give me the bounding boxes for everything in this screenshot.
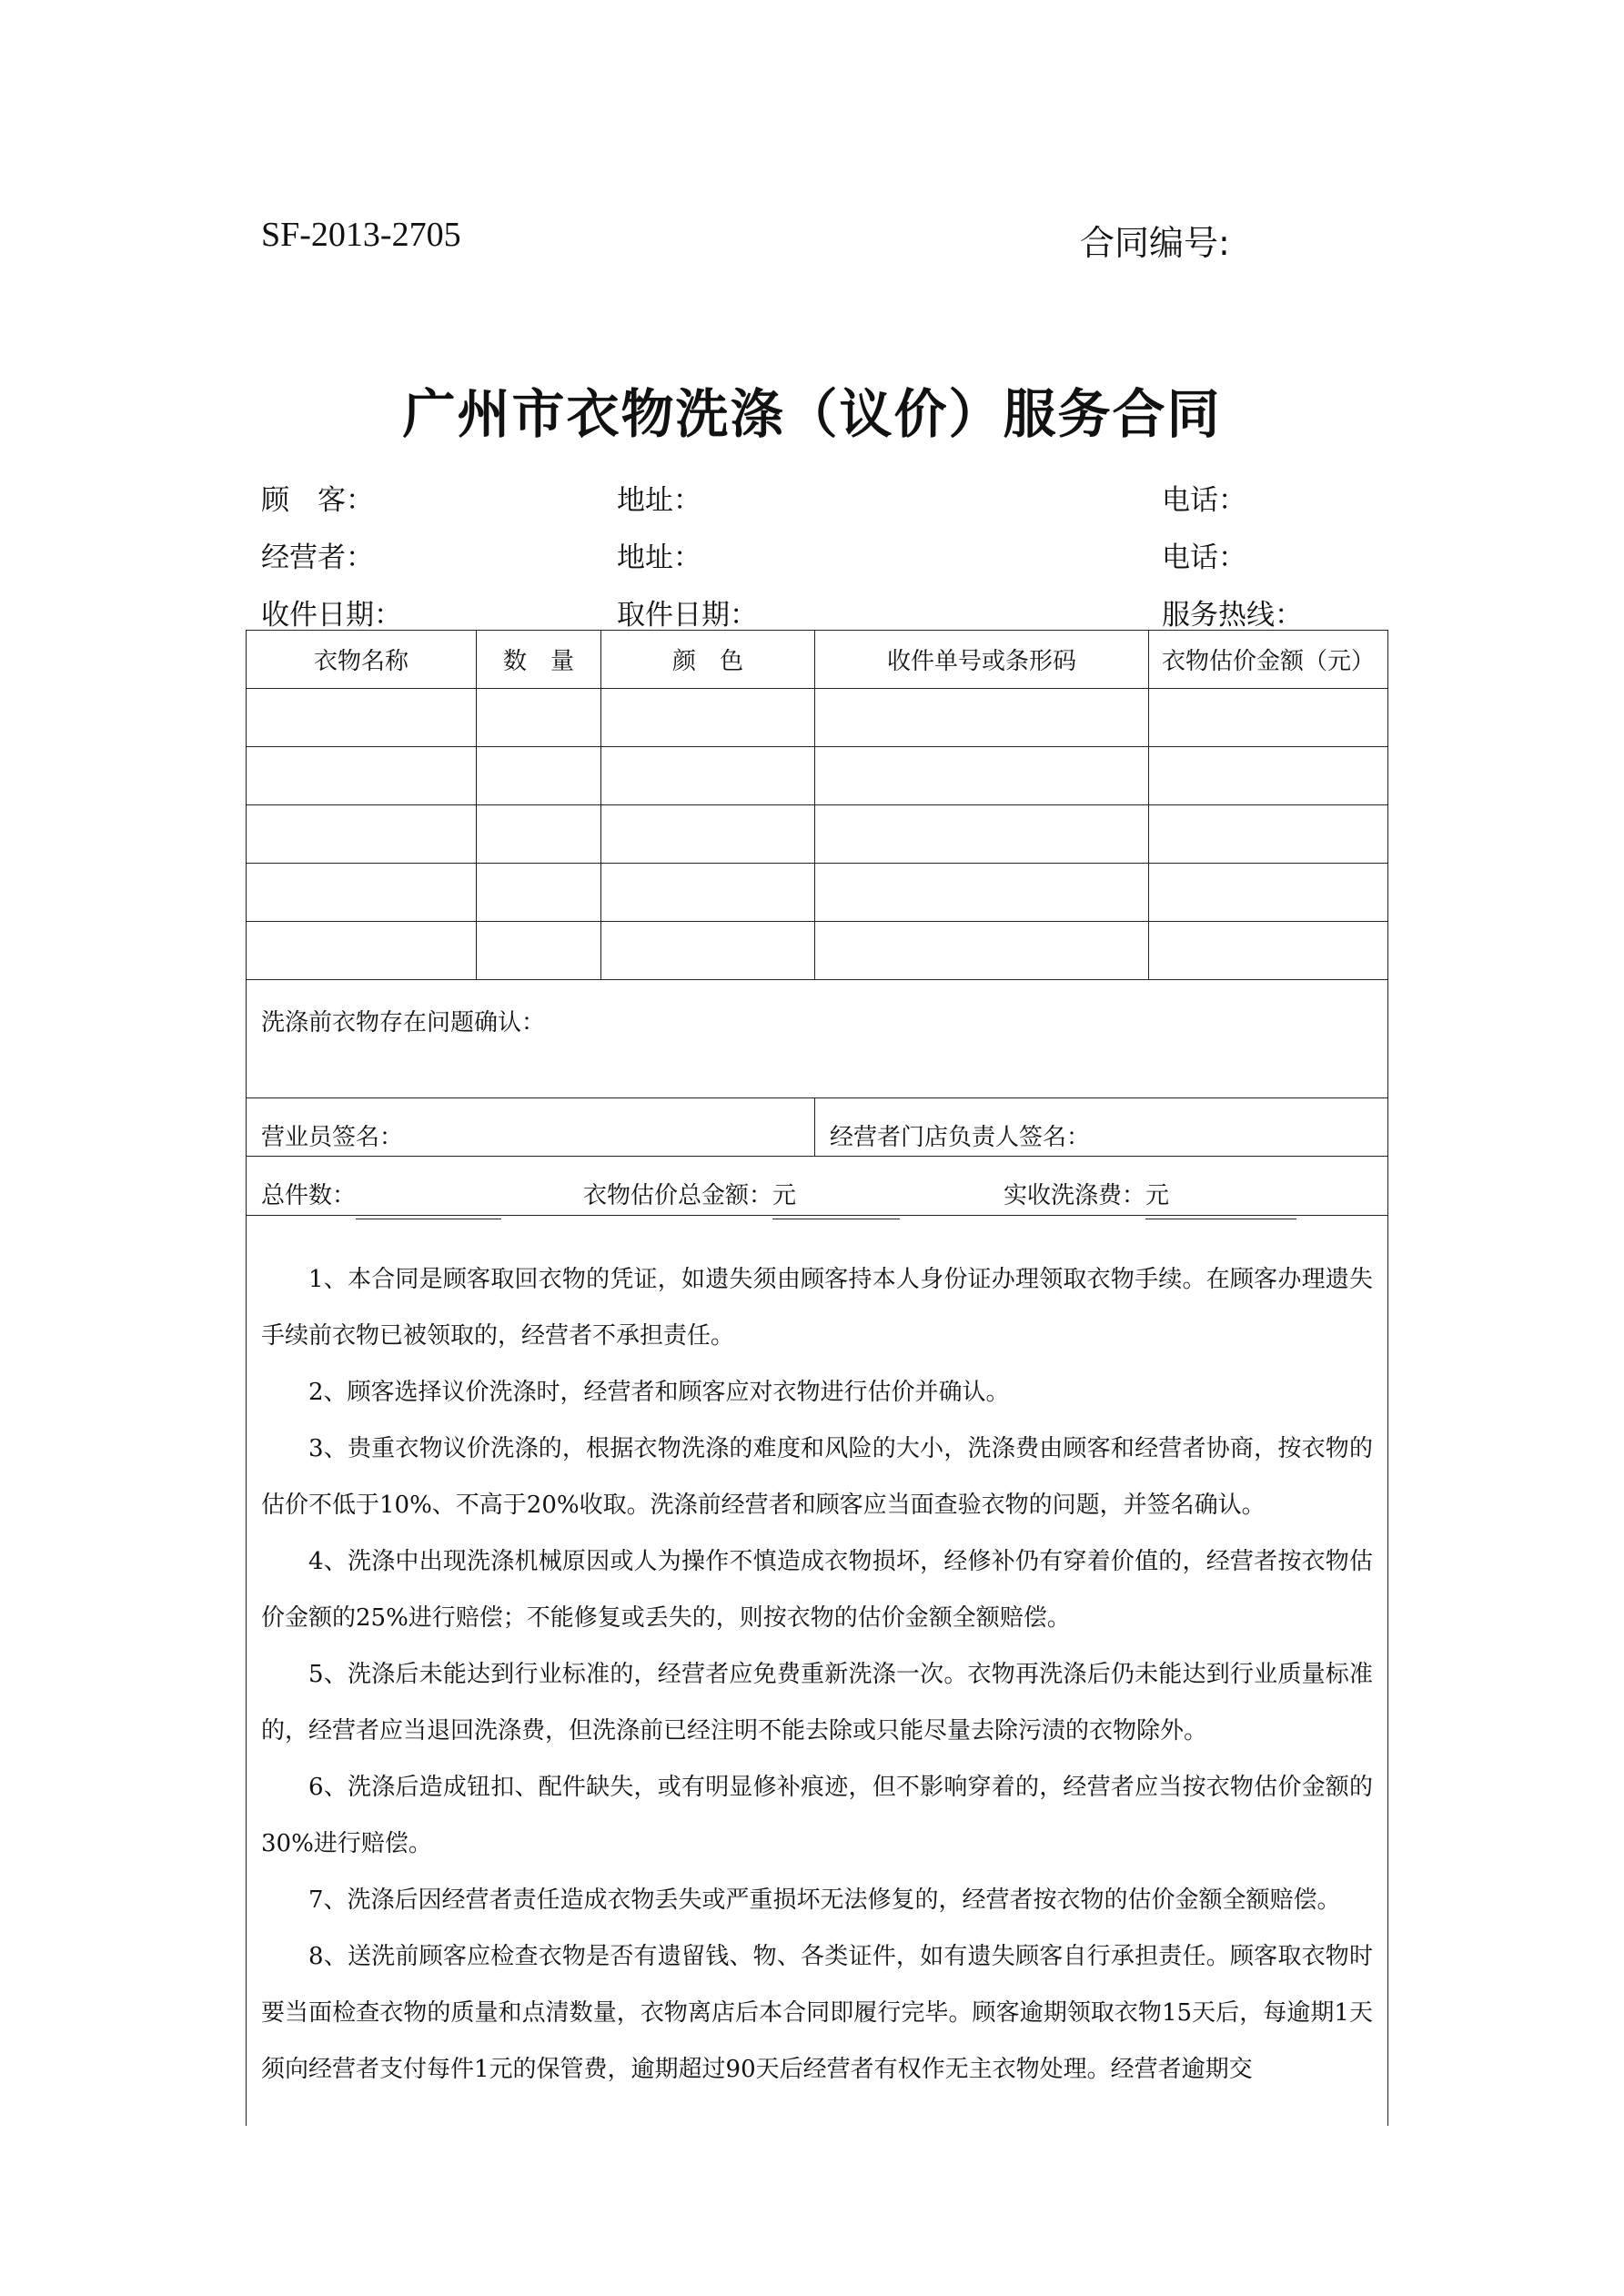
table-row [247,805,1388,864]
operator-label: 经营者： [261,541,374,574]
column-header: 衣物名称 [247,631,477,689]
issues-row [247,980,1388,1098]
clerk-sign-label: 营业员签名： [261,1124,404,1151]
table-cell[interactable] [601,689,815,747]
term-paragraph: 4、洗涤中出现洗涤机械原因或人为操作不慎造成衣物损坏，经修补仍有穿着价值的，经营者按衣物估价金额的25%进行赔偿；不能修复或丢失的，则按衣物的估价金额全额赔偿。 [261,1548,1373,1632]
operator-address-label: 地址： [617,541,701,574]
total-value-label: 衣物估价总金额： [583,1182,773,1209]
term-paragraph: 6、洗涤后造成钮扣、配件缺失，或有明显修补痕迹，但不影响穿着的，经营者应当按衣物估价金额的30%进行赔偿。 [261,1774,1373,1857]
issues-field[interactable] [247,980,1388,1098]
contract-number-label: 合同编号: [1080,223,1230,263]
table-cell[interactable] [601,922,815,980]
table-header-row [247,631,1388,689]
actual-fee-blank[interactable] [1145,1197,1296,1219]
table-cell[interactable] [815,805,1149,864]
actual-fee-label: 实收洗涤费： [1004,1182,1146,1209]
clothing-table [246,630,1388,2126]
table-cell[interactable] [1149,689,1388,747]
table-cell[interactable] [815,747,1149,805]
clerk-signature-field[interactable] [247,1098,815,1157]
table-cell[interactable] [601,864,815,922]
hotline-label: 服务热线： [1162,599,1303,632]
document-code: SF-2013-2705 [261,216,461,254]
table-cell[interactable] [477,805,601,864]
column-header: 衣物估价金额（元） [1149,631,1388,689]
table-cell[interactable] [247,922,477,980]
total-value-blank[interactable] [772,1197,900,1219]
table-row [247,689,1388,747]
table-cell[interactable] [477,747,601,805]
total-value-unit: 元 [772,1182,797,1209]
term-paragraph: 5、洗涤后未能达到行业标准的，经营者应免费重新洗涤一次。衣物再洗涤后仍未能达到行业质量标准的，经营者应当退回洗涤费，但洗涤前已经注明不能去除或只能尽量去除污渍的衣物除外。 [261,1661,1373,1745]
term-paragraph: 8、送洗前顾客应检查衣物是否有遗留钱、物、各类证件，如有遗失顾客自行承担责任。顾客取衣物时要当面检查衣物的质量和点清数量，衣物离店后本合同即履行完毕。顾客逾期领取衣物15天后，每逾期1天须向经营者支付每件1元的保管费，逾期超过90天后经营者有权作无主衣物处理。经营者逾期交 [261,1943,1373,2083]
manager-sign-label: 经营者门店负责人签名： [830,1124,1091,1151]
table-cell[interactable] [477,689,601,747]
table-cell[interactable] [815,864,1149,922]
table-cell[interactable] [247,747,477,805]
term-paragraph: 2、顾客选择议价洗涤时，经营者和顾客应对衣物进行估价并确认。 [308,1379,1010,1406]
column-header: 数 量 [477,631,601,689]
receive-date-label: 收件日期： [261,599,402,632]
signature-row [247,1098,1388,1157]
table-cell[interactable] [477,864,601,922]
table-cell[interactable] [601,747,815,805]
column-header: 收件单号或条形码 [815,631,1149,689]
table-row [247,922,1388,980]
table-cell[interactable] [247,864,477,922]
table-row [247,747,1388,805]
operator-phone-label: 电话： [1162,541,1246,574]
actual-fee-unit: 元 [1145,1182,1170,1209]
table-cell[interactable] [1149,922,1388,980]
manager-signature-field[interactable] [815,1098,1388,1157]
customer-phone-label: 电话： [1162,484,1246,517]
table-cell[interactable] [477,922,601,980]
table-row [247,864,1388,922]
customer-label: 顾 客： [261,484,374,517]
page-title: 广州市衣物洗涤（议价）服务合同 [402,383,1222,445]
table-cell[interactable] [1149,864,1388,922]
terms-row [247,1216,1388,2127]
pickup-date-label: 取件日期： [617,599,758,632]
table-cell[interactable] [601,805,815,864]
table-cell[interactable] [815,689,1149,747]
term-paragraph: 1、本合同是顾客取回衣物的凭证，如遗失须由顾客持本人身份证办理领取衣物手续。在顾客办理遗失手续前衣物已被领取的，经营者不承担责任。 [261,1266,1373,1350]
table-cell[interactable] [1149,747,1388,805]
table-cell[interactable] [815,922,1149,980]
totals-row [247,1157,1388,1216]
table-cell[interactable] [247,805,477,864]
term-paragraph: 3、贵重衣物议价洗涤的，根据衣物洗涤的难度和风险的大小，洗涤费由顾客和经营者协商，按衣物的估价不低于10%、不高于20%收取。洗涤前经营者和顾客应当面查验衣物的问题，并签名确认。 [261,1435,1373,1519]
customer-address-label: 地址： [617,484,701,517]
term-paragraph: 7、洗涤后因经营者责任造成衣物丢失或严重损坏无法修复的，经营者按衣物的估价金额全额赔偿。 [308,1886,1341,1914]
total-items-blank[interactable] [356,1197,501,1219]
total-items-label: 总件数： [261,1182,357,1209]
table-cell[interactable] [247,689,477,747]
table-cell[interactable] [1149,805,1388,864]
column-header: 颜 色 [601,631,815,689]
issues-label: 洗涤前衣物存在问题确认： [261,1009,546,1037]
terms-section [247,1244,1387,2098]
